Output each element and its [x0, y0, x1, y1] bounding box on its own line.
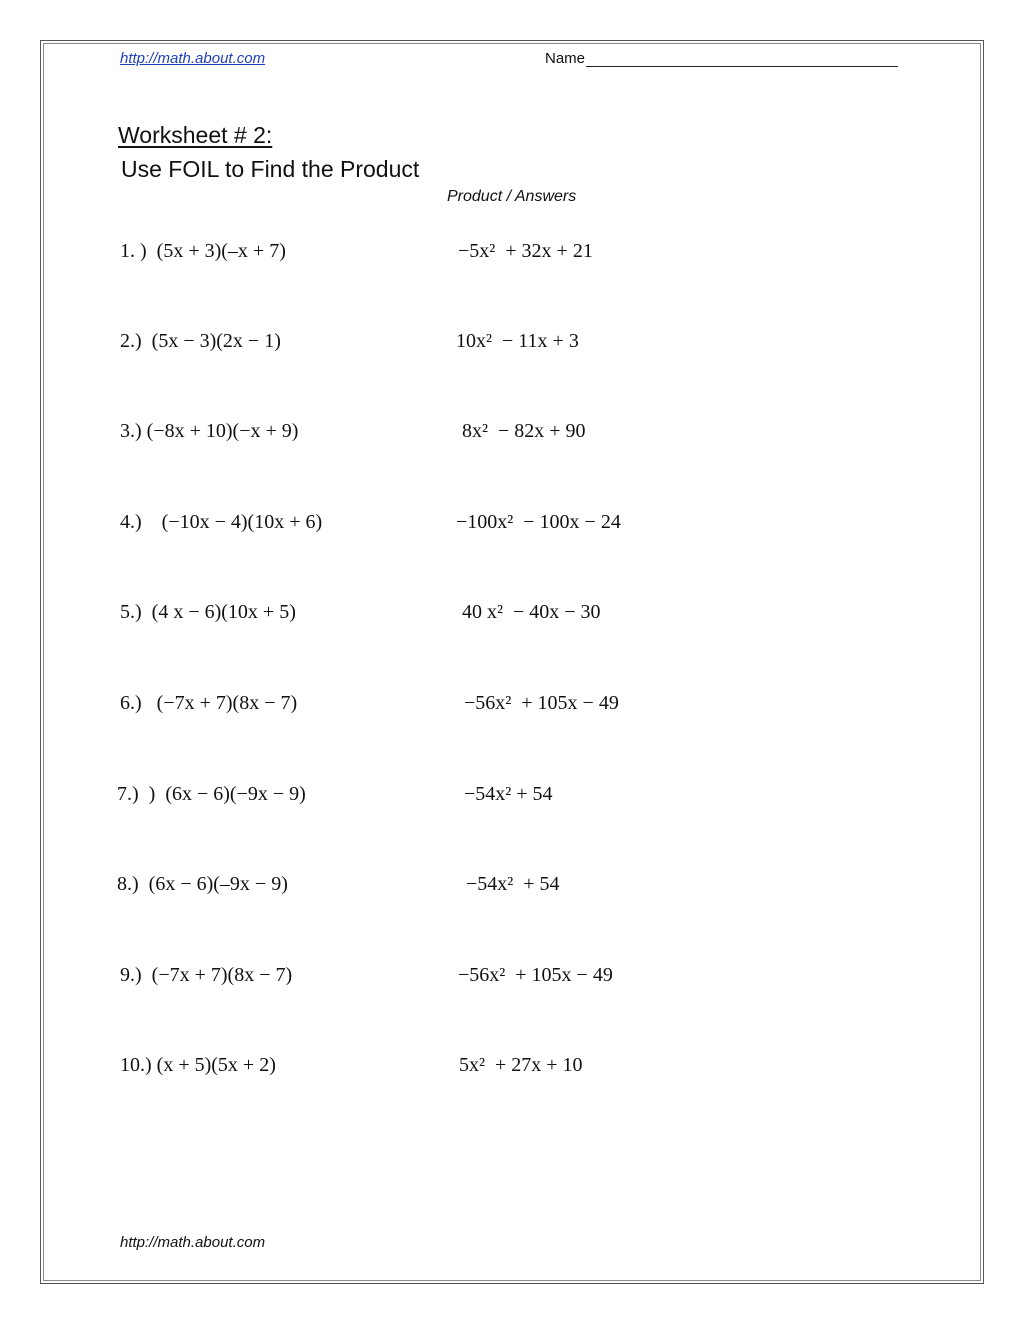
- problem-row: [0, 783, 1024, 823]
- problem-row: [0, 420, 1024, 460]
- answer-text: 5x² + 27x + 10: [459, 1054, 583, 1076]
- problem-text: 3.) (−8x + 10)(−x + 9): [120, 420, 299, 442]
- problem-row: [0, 330, 1024, 370]
- worksheet-title: Worksheet # 2:: [118, 122, 273, 148]
- worksheet-subtitle: Use FOIL to Find the Product: [121, 156, 420, 182]
- answer-text: −56x² + 105x − 49: [458, 964, 613, 986]
- problem-row: [0, 692, 1024, 732]
- problem-text: 2.) (5x − 3)(2x − 1): [120, 330, 281, 352]
- problem-text: 6.) (−7x + 7)(8x − 7): [120, 692, 298, 714]
- answer-text: 40 x² − 40x − 30: [462, 601, 601, 623]
- page-border: [40, 40, 984, 1284]
- answer-text: 8x² − 82x + 90: [462, 420, 586, 442]
- name-field[interactable]: [545, 50, 898, 67]
- problem-text: 10.) (x + 5)(5x + 2): [120, 1054, 276, 1076]
- problem-text: 8.) (6x − 6)(–9x − 9): [117, 873, 288, 895]
- problem-text: 7.) ) (6x − 6)(−9x − 9): [117, 783, 306, 805]
- answer-text: 10x² − 11x + 3: [456, 330, 579, 352]
- problem-row: [0, 511, 1024, 551]
- header-link[interactable]: http://math.about.com: [120, 50, 266, 67]
- answer-text: −5x² + 32x + 21: [458, 240, 593, 262]
- name-label: Name: [545, 50, 586, 67]
- problem-row: [0, 1054, 1024, 1094]
- problem-text: 9.) (−7x + 7)(8x − 7): [120, 964, 293, 986]
- answer-text: −54x² + 54: [466, 873, 560, 895]
- answer-text: −100x² − 100x − 24: [456, 511, 621, 533]
- answer-text: −56x² + 105x − 49: [464, 692, 619, 714]
- problem-row: [0, 964, 1024, 1004]
- problem-row: [0, 873, 1024, 913]
- answers-heading: Product / Answers: [447, 188, 577, 205]
- answer-text: −54x² + 54: [464, 783, 553, 805]
- problem-row: [0, 240, 1024, 280]
- name-line[interactable]: [586, 50, 898, 67]
- problem-text: 1. ) (5x + 3)(–x + 7): [120, 240, 286, 262]
- problem-text: 5.) (4 x − 6)(10x + 5): [120, 601, 296, 623]
- footer-link: http://math.about.com: [120, 1234, 266, 1251]
- problem-text: 4.) (−10x − 4)(10x + 6): [120, 511, 323, 533]
- problem-row: [0, 601, 1024, 641]
